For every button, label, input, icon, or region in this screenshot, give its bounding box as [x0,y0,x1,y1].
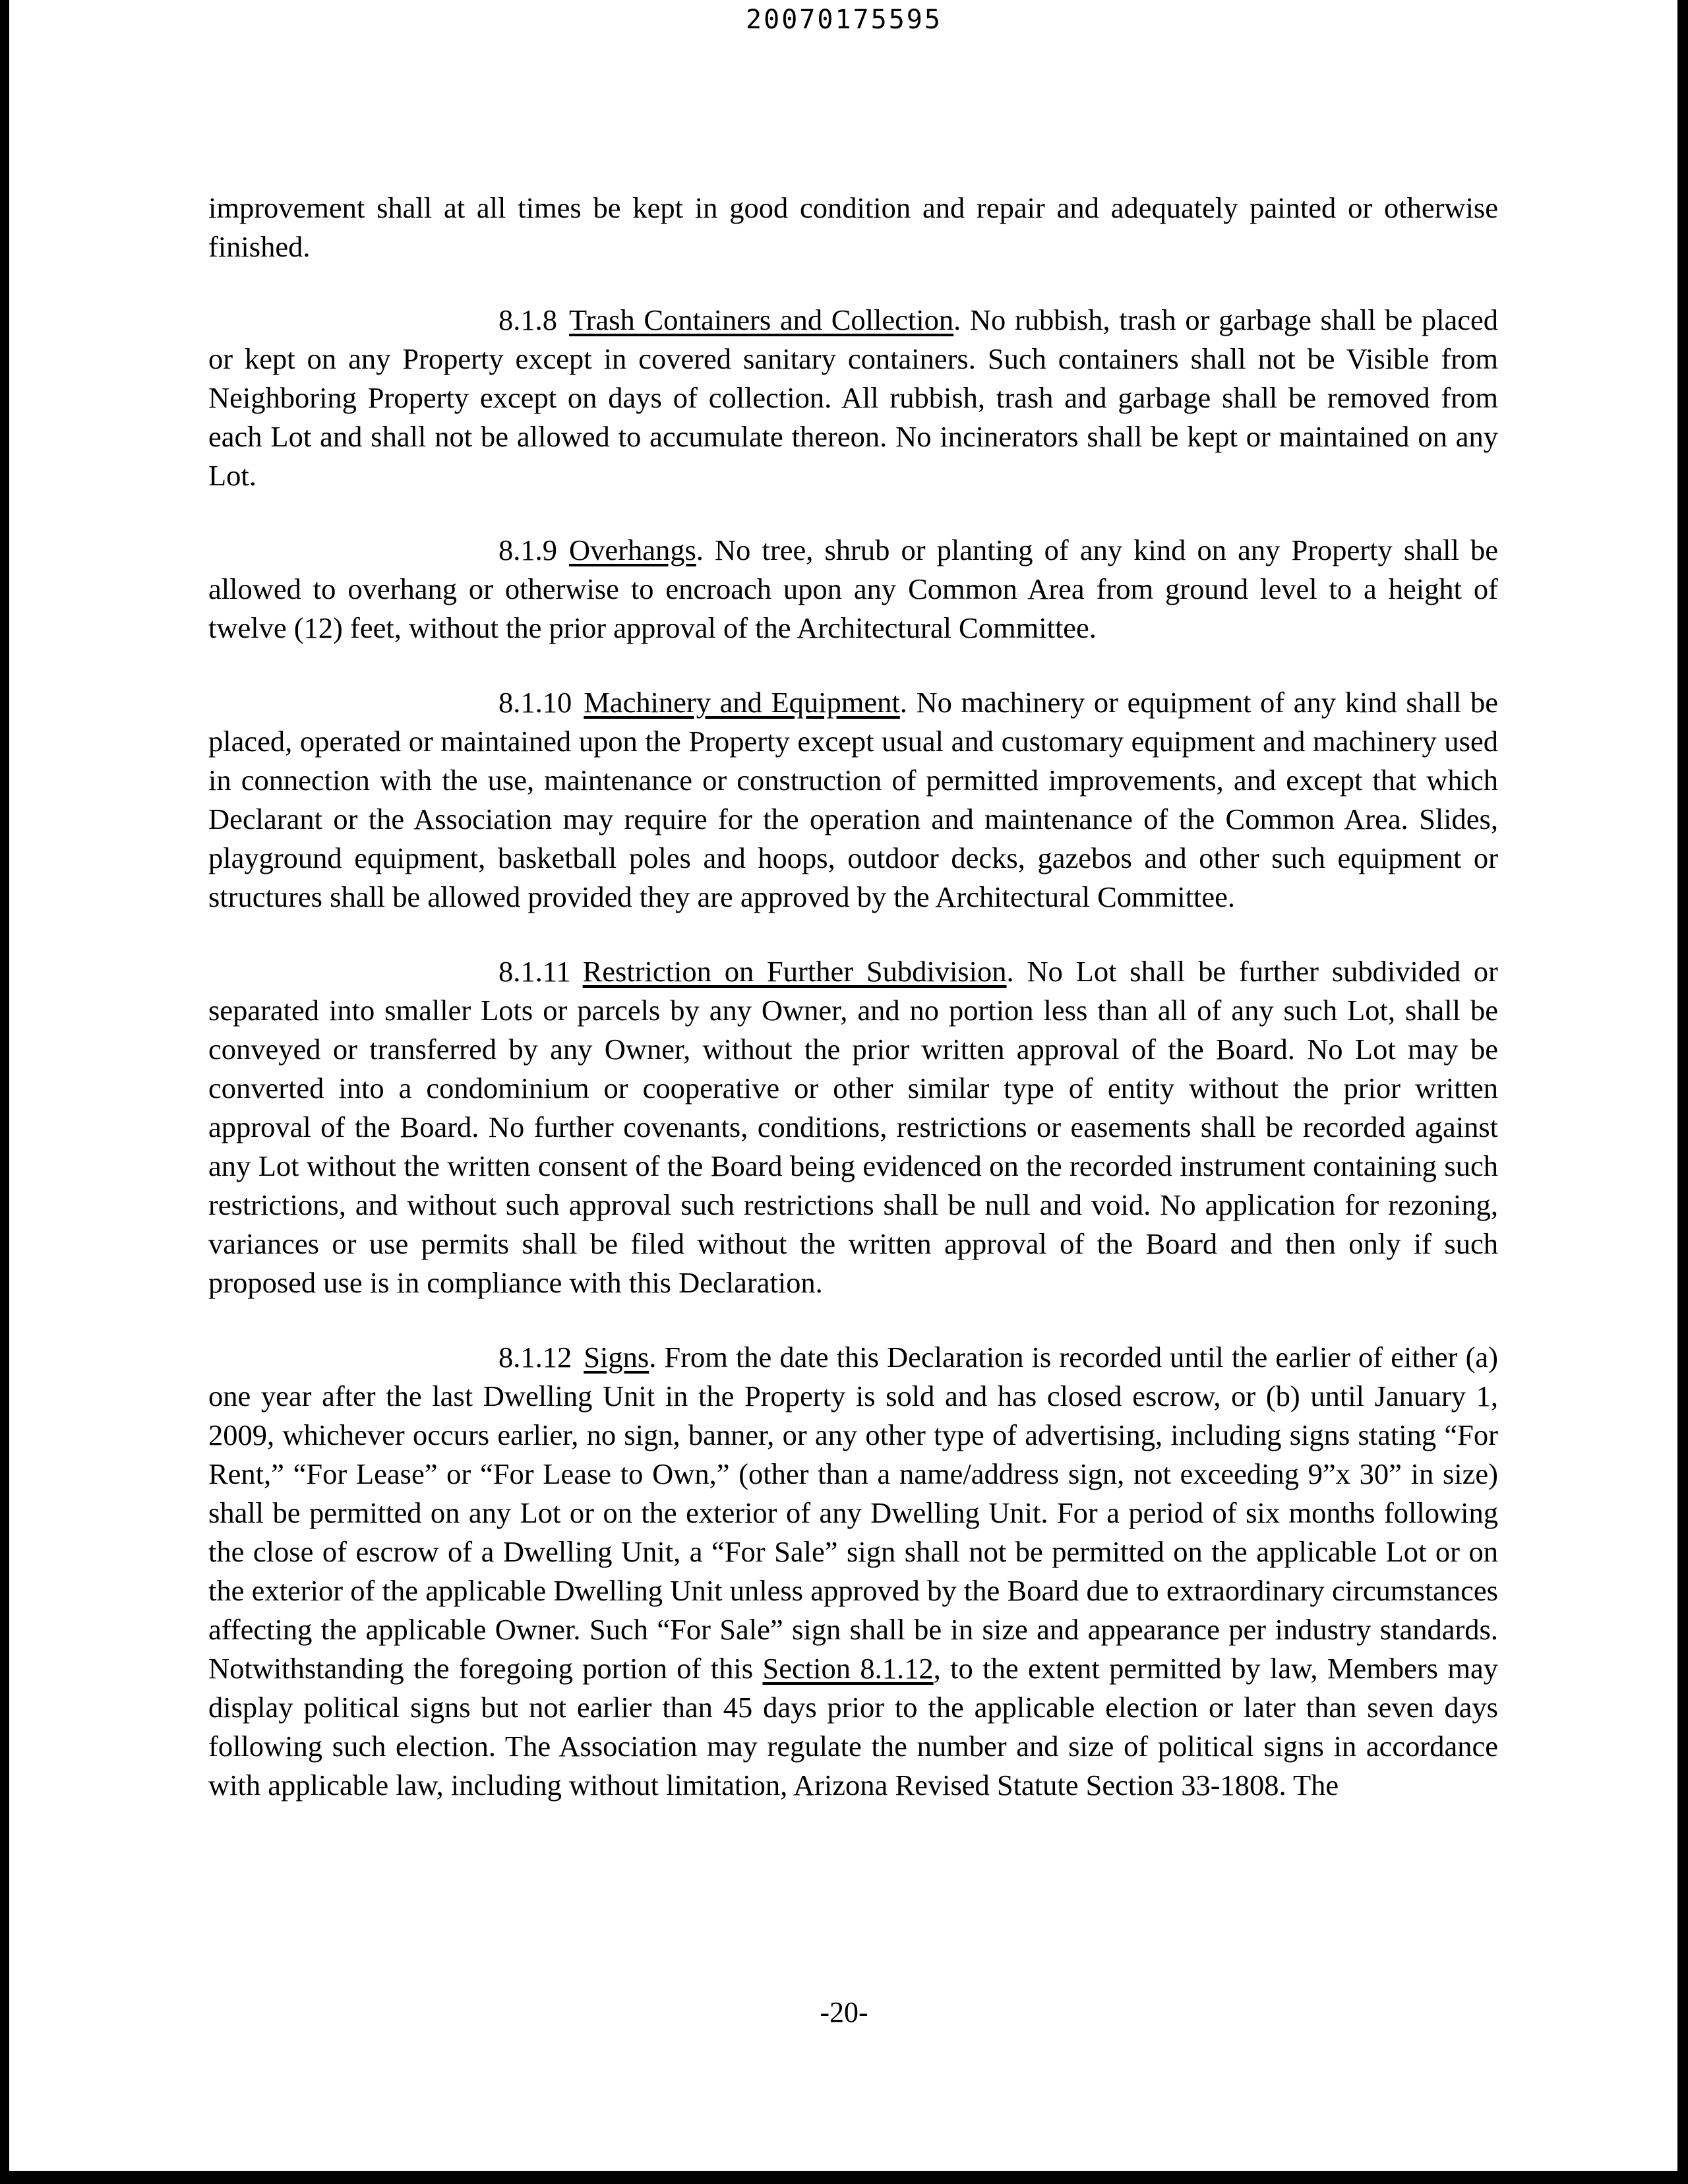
scan-border-left [0,0,9,2184]
section-cross-reference: Section 8.1.12 [762,1652,934,1685]
section-8-1-12 [208,1338,1498,1805]
scan-border-right [1677,0,1688,2184]
document-body [208,189,1498,1840]
section-body: . No Lot shall be further subdivided or separated into smaller Lots or parcels by any Owner, and no portion less than all of any such Lot, shall be conveyed or transferred by any Owner, without the prior written approval of the Board. No Lot may be converted into a condominium or cooperative or other similar type of entity without the prior written approval of the Board. No further covenants, conditions, restrictions or easements shall be recorded against any Lot without the written consent of the Board being evidenced on the recorded instrument containing such restrictions, and without such approval such restrictions shall be null and void. No application for rezoning, variances or use permits shall be filed without the written approval of the Board and then only if such proposed use is in compliance with this Declaration. [208,955,1498,1299]
section-body: . No tree, shrub or planting of any kind on any Property shall be allowed to overhang or otherwise to encroach upon any Common Area from ground level to a height of twelve (12) feet, without the prior approval of the Architectural Committee. [208,533,1498,644]
section-body-part2: , to the extent permitted by law, Members may display political signs but not earlier than 45 days prior to the applicable election or later than seven days following such election. The Association may regulate the number and size of political signs in accordance with applicable law, including without limitation, Arizona Revised Statute Section 33-1808. The [208,1652,1499,1802]
document-number: 20070175595 [746,5,942,35]
section-number: 8.1.8 [498,303,557,336]
section-8-1-8 [208,301,1498,495]
section-8-1-11 [208,952,1498,1302]
section-8-1-10 [208,683,1498,917]
section-title: Signs [584,1341,649,1374]
section-number: 8.1.11 [498,955,571,988]
section-title: Machinery and Equipment [584,686,900,719]
scan-border-bottom [0,2171,1688,2184]
section-number: 8.1.12 [498,1341,572,1374]
section-title: Restriction on Further Subdivision [582,955,1007,988]
section-body-part1: . From the date this Declaration is recorded until the earlier of either (a) one year after the last Dwelling Unit in the Property is sold and has closed escrow, or (b) until January 1, 2009, whichever occurs earlier, no sign, banner, or any other type of advertising, including signs stating “For Rent,” “For Lease” or “For Lease to Own,” (other than a name/address sign, not exceeding 9”x 30” in size) shall be permitted on any Lot or on the exterior of any Dwelling Unit. For a period of six months following the close of escrow of a Dwelling Unit, a “For Sale” sign shall not be permitted on the applicable Lot or on the exterior of the applicable Dwelling Unit unless approved by the Board due to extraordinary circumstances affecting the applicable Owner. Such “For Sale” sign shall be in size and appearance per industry standards. Notwithstanding the foregoing portion of this [208,1341,1498,1685]
section-title: Trash Containers and Collection [569,303,954,336]
paragraph-continuation: improvement shall at all times be kept in good condition and repair and adequately painted or otherwise finished. [208,191,1498,263]
section-body: . No machinery or equipment of any kind shall be placed, operated or maintained upon the Property except usual and customary equipment and machinery used in connection with the use, maintenance or construction of permitted improvements, and except that which Declarant or the Association may require for the operation and maintenance of the Common Area. Slides, playground equipment, basketball poles and hoops, outdoor decks, gazebos and other such equipment or structures shall be allowed provided they are approved by the Architectural Committee. [208,686,1498,913]
section-body: . No rubbish, trash or garbage shall be placed or kept on any Property except in covered sanitary containers. Such containers shall not be Visible from Neighboring Property except on days of collection. All rubbish, trash and garbage shall be removed from each Lot and shall not be allowed to accumulate thereon. No incinerators shall be kept or maintained on any Lot. [208,303,1498,492]
section-8-1-9 [208,531,1498,648]
section-title: Overhangs [569,533,696,566]
section-number: 8.1.9 [498,533,557,566]
section-number: 8.1.10 [498,686,572,719]
page-number: -20- [820,1996,868,2028]
